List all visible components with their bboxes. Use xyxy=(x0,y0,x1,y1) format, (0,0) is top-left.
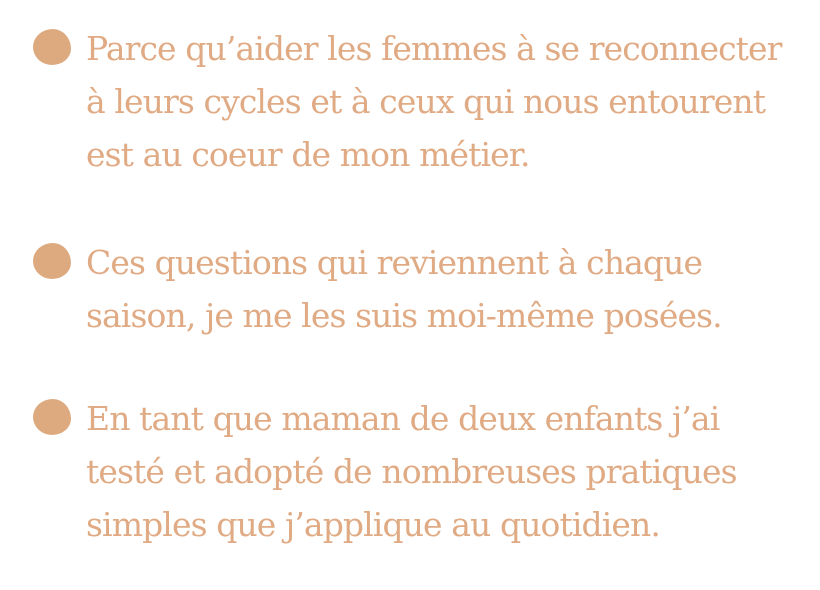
bullet-dot-icon xyxy=(33,29,71,65)
list-item-text xyxy=(86,22,806,181)
text-line: En tant que maman de deux enfants j’ai xyxy=(86,399,720,438)
list-item-text xyxy=(86,392,806,551)
text-line: Parce qu’aider les femmes à se reconnecter xyxy=(86,29,782,68)
text-line: saison, je me les suis moi-même posées. xyxy=(86,296,722,335)
bullet-dot-icon xyxy=(33,399,71,435)
text-line: à leurs cycles et à ceux qui nous entourent xyxy=(86,82,766,121)
text-line: simples que j’applique au quotidien. xyxy=(86,505,660,544)
text-line: testé et adopté de nombreuses pratiques xyxy=(86,452,737,491)
list-item-text xyxy=(86,236,806,342)
bullet-dot-icon xyxy=(33,243,71,279)
text-line: est au coeur de mon métier. xyxy=(86,135,530,174)
text-line: Ces questions qui reviennent à chaque xyxy=(86,243,703,282)
